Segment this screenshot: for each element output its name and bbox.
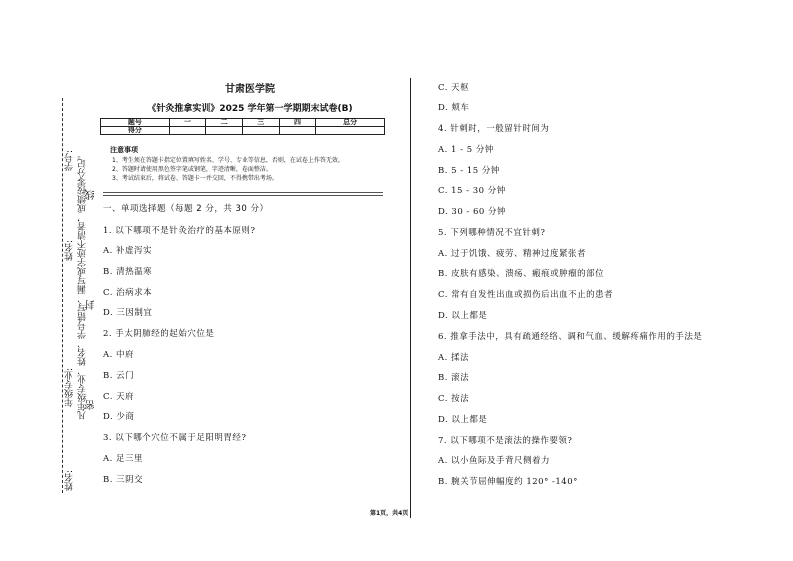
score-cell — [169, 127, 206, 135]
score-cell — [279, 127, 316, 135]
question-line: 6. 推拿手法中，具有疏通经络、调和气血、缓解疼痛作用的手法是 — [438, 332, 703, 342]
question-line: 1. 以下哪项不是针灸治疗的基本原则? — [103, 226, 256, 236]
header-divider — [103, 192, 383, 193]
score-header-cell: 三 — [242, 119, 279, 127]
seal-char-secret: 密 — [86, 400, 97, 410]
option-line: B. 腕关节屈伸幅度约 120° -140° — [438, 477, 578, 487]
notice-item: 1、考生须在答题卡指定位置填写姓名、学号、专业等信息，否则，在试卷上作答无效。 — [112, 157, 344, 164]
binding-notice: 凡年级专业、姓名、学号错写、漏写或字迹不清者，成绩按零分记。 — [78, 150, 88, 420]
student-id-label: 学号: — [65, 150, 75, 172]
option-line: D. 少商 — [103, 412, 135, 422]
option-line: A. 足三里 — [103, 454, 144, 464]
option-line: C. 天枢 — [438, 83, 470, 93]
option-line: C. 常有自发性出血或损伤后出血不止的患者 — [438, 290, 614, 300]
score-table — [100, 118, 385, 135]
option-line: A. 1 - 5 分钟 — [438, 145, 494, 155]
option-line: D. 颊车 — [438, 103, 470, 113]
option-line: C. 天府 — [103, 392, 135, 402]
option-line: C. 15 - 30 分钟 — [438, 186, 506, 196]
name-label-top: 姓名: — [65, 240, 75, 262]
score-cell — [316, 127, 385, 135]
score-row-label: 得分 — [101, 127, 170, 135]
option-line: D. 以上都是 — [438, 415, 488, 425]
score-table-score-row — [101, 127, 385, 135]
score-cell — [206, 127, 243, 135]
option-line: D. 三因制宜 — [103, 308, 153, 318]
seal-char-line: 线 — [86, 190, 97, 200]
major-label: 年级专业: — [65, 368, 75, 408]
notice-title: 注意事项 — [110, 146, 138, 154]
notice-item: 2、答题时请使用黑色签字笔或钢笔，字迹清晰，卷面整洁。 — [112, 166, 272, 173]
notice-item: 3、考试结束后，将试卷、答题卡一并交回，不得携带出考场。 — [112, 175, 278, 182]
question-line: 7. 以下哪项不是滚法的操作要领? — [438, 436, 573, 446]
header-divider — [103, 195, 383, 196]
seal-char-seal: 封 — [86, 300, 97, 310]
score-header-cell: 题号 — [101, 119, 170, 127]
option-line: B. 云门 — [103, 371, 135, 381]
option-line: C. 按法 — [438, 394, 470, 404]
question-line: 3. 以下哪个穴位不属于足阳明胃经? — [103, 433, 247, 443]
score-header-cell: 总分 — [316, 119, 385, 127]
notice-block — [110, 146, 390, 183]
section-title: 一、单项选择题（每题 2 分，共 30 分） — [103, 204, 269, 214]
question-line: 4. 针刺时，一般留针时间为 — [438, 124, 550, 134]
option-line: C. 治病求本 — [103, 288, 153, 298]
question-line: 2. 手太阴肺经的起始穴位是 — [103, 329, 215, 339]
name-label-bottom: 姓名: — [65, 470, 75, 492]
option-line: B. 滚法 — [438, 373, 470, 383]
option-line: B. 三阴交 — [103, 475, 144, 485]
option-line: A. 过于饥饿、疲劳、精神过度紧张者 — [438, 249, 587, 259]
score-header-cell: 一 — [169, 119, 206, 127]
option-line: D. 以上都是 — [438, 311, 488, 321]
binding-margin — [0, 0, 100, 561]
exam-title: 《针灸推拿实训》2025 学年第一学期期末试卷(B) — [147, 104, 353, 114]
option-line: A. 补虚泻实 — [103, 246, 153, 256]
school-name: 甘肃医学院 — [225, 84, 275, 95]
score-cell — [242, 127, 279, 135]
option-line: B. 清热温寒 — [103, 267, 153, 277]
score-header-cell: 二 — [206, 119, 243, 127]
option-line: A. 以小鱼际及手背尺侧着力 — [438, 456, 551, 466]
page-number: 第1页，共4页 — [370, 510, 409, 517]
score-header-cell: 四 — [279, 119, 316, 127]
score-table-header-row — [101, 119, 385, 127]
option-line: B. 5 - 15 分钟 — [438, 166, 500, 176]
option-line: B. 皮肤有感染、溃疡、瘢痕或肿瘤的部位 — [438, 269, 605, 279]
option-line: D. 30 - 60 分钟 — [438, 207, 507, 217]
option-line: A. 中府 — [103, 350, 135, 360]
column-divider — [410, 78, 411, 518]
option-line: A. 揉法 — [438, 353, 470, 363]
question-line: 5. 下列哪种情况不宜针刺? — [438, 228, 546, 238]
